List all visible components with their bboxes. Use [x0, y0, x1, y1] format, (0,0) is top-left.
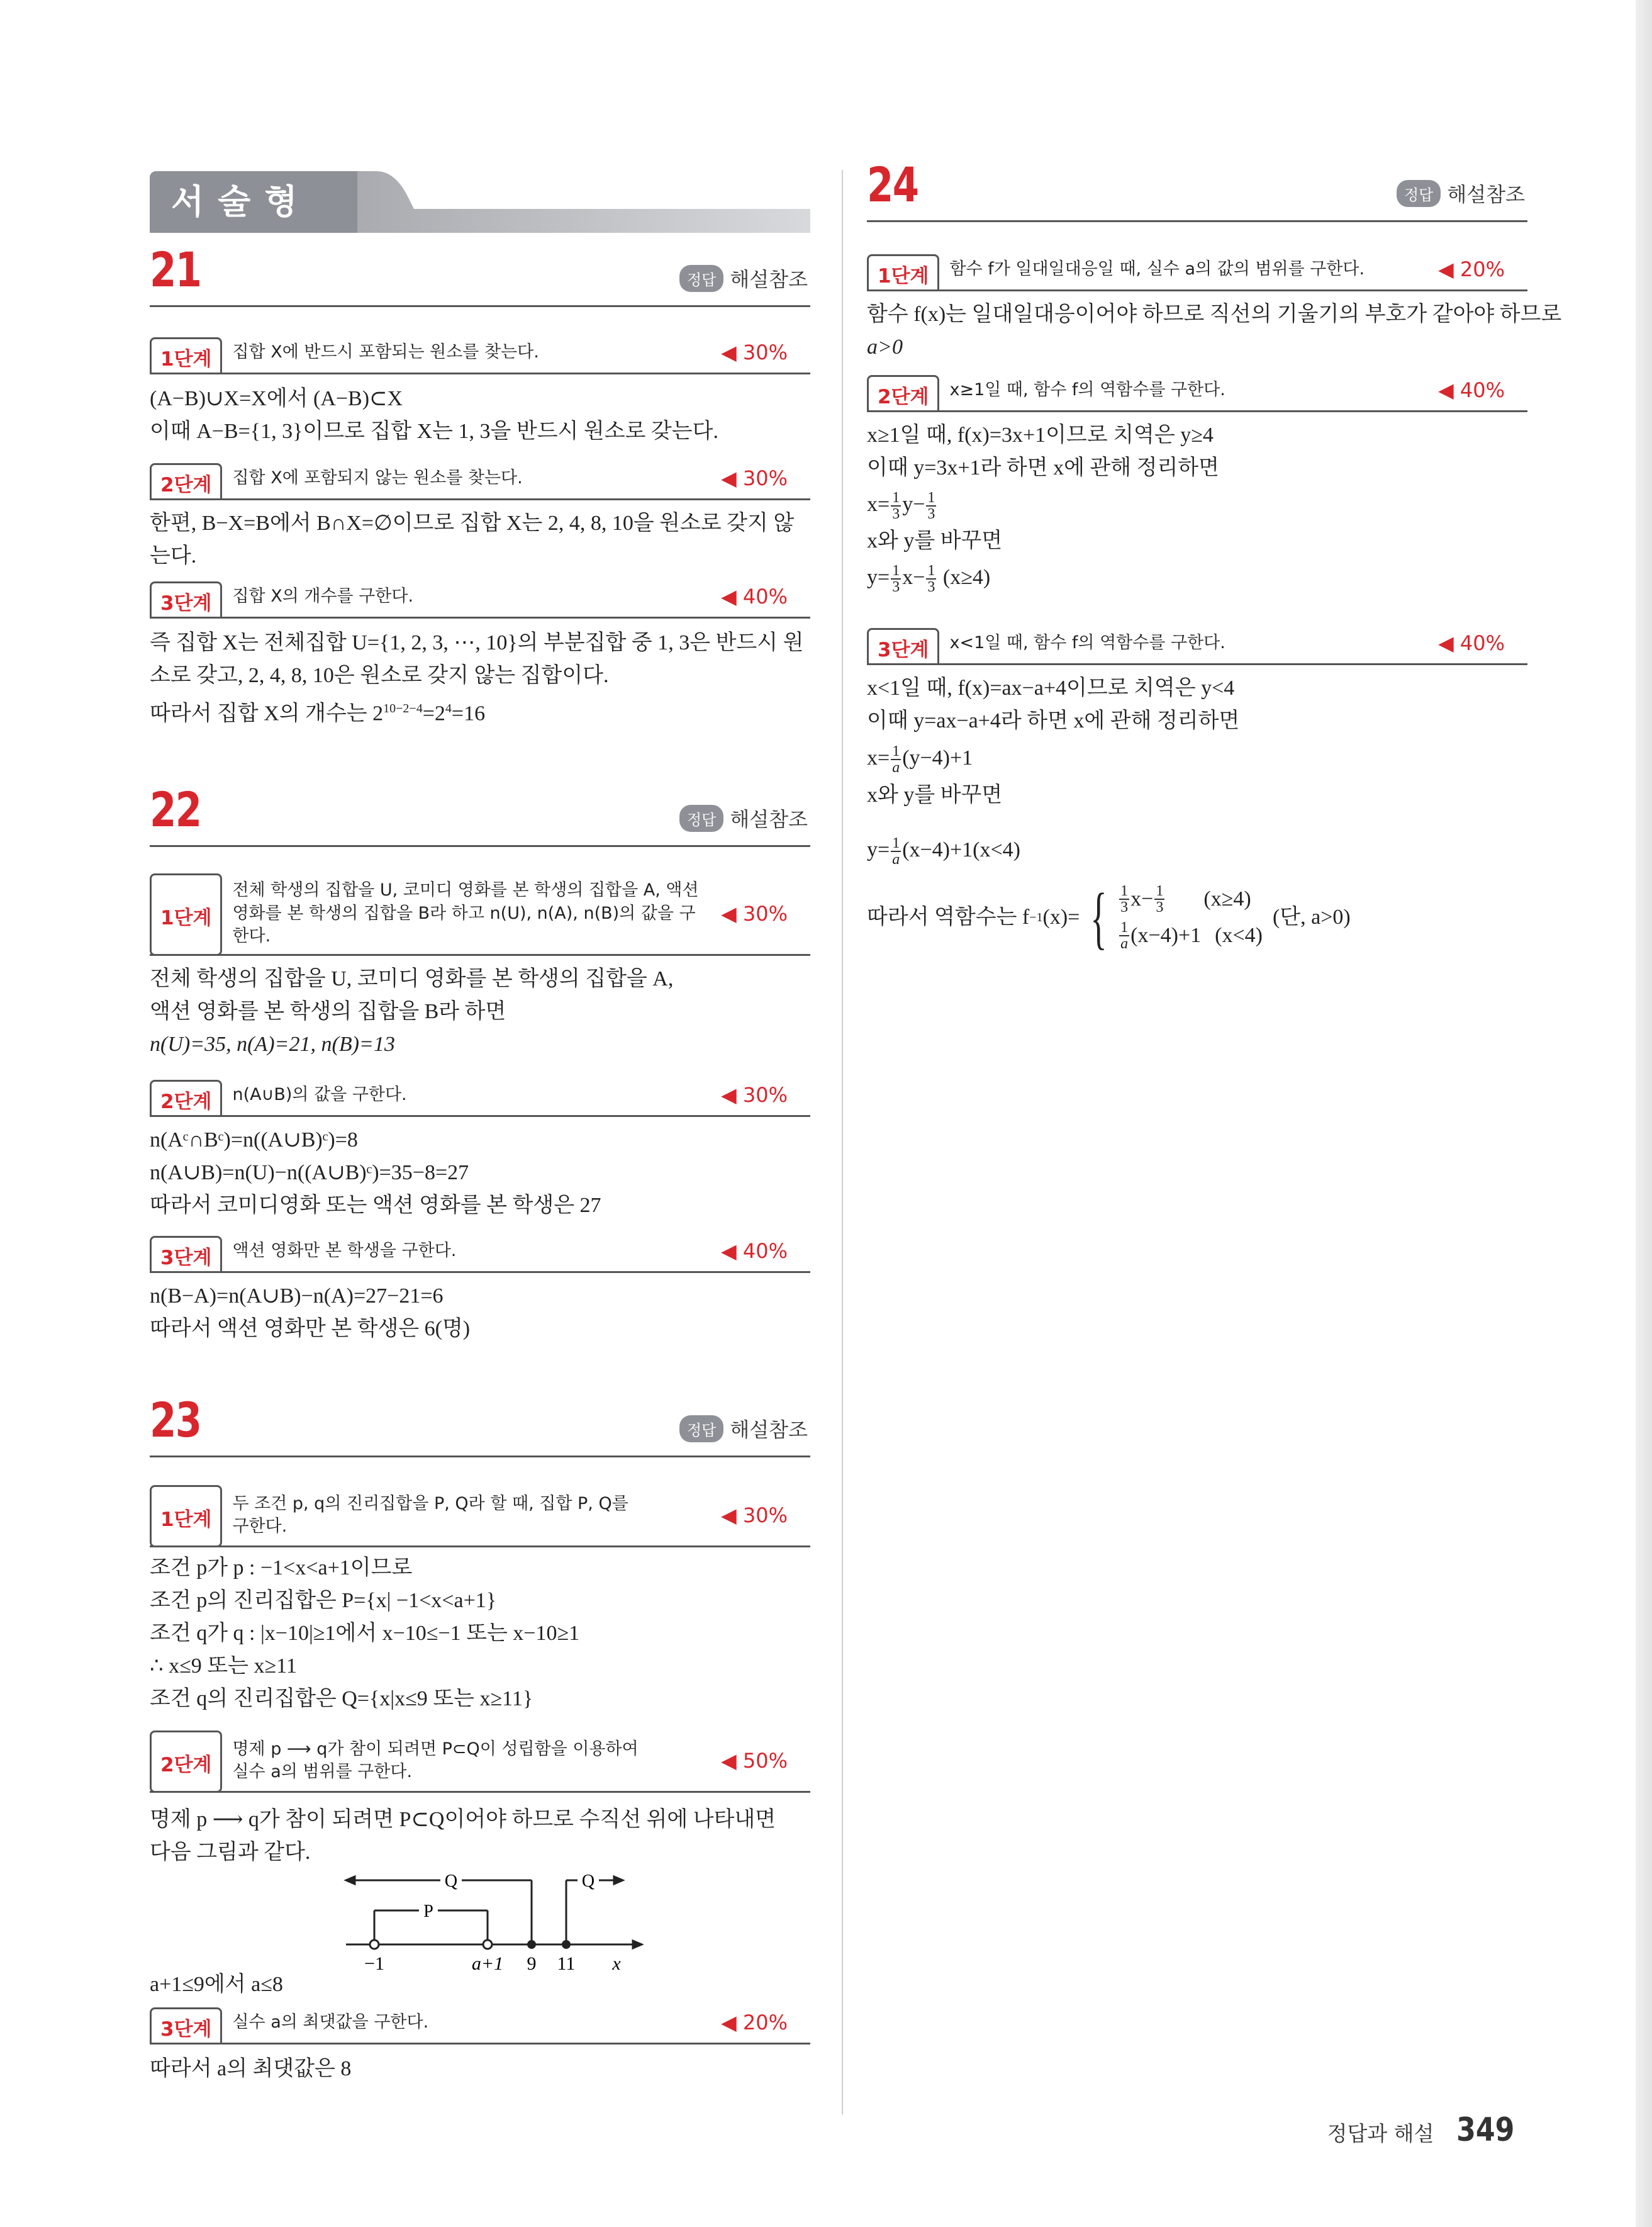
text-line: 다음 그림과 같다.: [150, 1841, 311, 1864]
answer-text: 해설참조: [730, 1418, 808, 1442]
text-line: 조건 p가 p : −1<x<a+1이므로: [150, 1556, 413, 1579]
text-line: 조건 q의 진리집합은 Q={x|x≤9 또는 x≥11}: [150, 1687, 533, 1710]
text-line: y= $\frac{1}{a}$ (x−4)+1(x<4): [867, 835, 1021, 868]
text-line: n(A∪B)=n(U)−n((A∪B)ᶜ)=35−8=27: [150, 1161, 469, 1184]
step-desc: 두 조건 p, q의 진리집합을 P, Q라 할 때, 집합 P, Q를 구한다.: [232, 1493, 628, 1536]
q23-body-3: [150, 2053, 810, 2085]
answer-badge: 정답: [679, 265, 723, 292]
answer-badge: 정답: [1397, 180, 1441, 207]
step-percent: ◀ 30%: [721, 1503, 788, 1527]
text-line: 명제 p ⟶ q가 참이 되려면 P⊂Q이어야 하므로 수직선 위에 나타내면: [150, 1808, 776, 1831]
scan-edge: [1636, 0, 1652, 2227]
label-Q-right: Q: [581, 1871, 595, 1891]
q24-body-2: [867, 419, 1527, 598]
banner-shading: [357, 171, 810, 233]
text-line: n(B−A)=n(A∪B)−n(A)=27−21=6: [150, 1284, 444, 1308]
footer-title: 정답과 해설: [1327, 2121, 1434, 2146]
page-footer: [1327, 2111, 1520, 2149]
step-label: 1단계: [150, 1485, 222, 1547]
text-line: x= $\frac{1}{3}$ y− $\frac{1}{3}$: [867, 490, 935, 523]
q24-step-2: [867, 370, 1527, 412]
section-banner: [150, 171, 810, 233]
page-number: 349: [1456, 2111, 1515, 2149]
text-line: y= $\frac{1}{3}$ x− $\frac{1}{3}$ (x≥4): [867, 563, 991, 596]
label-P: P: [423, 1902, 433, 1921]
text-line: x= $\frac{1}{a}$ (y−4)+1: [867, 743, 973, 777]
text-line: 이때 A−B={1, 3}이므로 집합 X는 1, 3을 반드시 원소로 갖는다.: [150, 420, 718, 443]
answer-text: 해설참조: [730, 807, 808, 831]
step-desc: 집합 X의 개수를 구한다.: [232, 586, 414, 606]
text-line: x<1일 때, f(x)=ax−a+4이므로 치역은 y<4: [867, 676, 1235, 700]
step-label: 2단계: [150, 1731, 222, 1793]
text-line: 따라서 코미디영화 또는 액션 영화를 본 학생은 27: [150, 1194, 601, 1217]
tick-minus-1: −1: [364, 1953, 384, 1974]
text-line: 함수 f(x)는 일대일대응이어야 하므로 직선의 기울기의 부호가 같아야 하므로: [867, 303, 1562, 326]
text-line: 따라서 액션 영화만 본 학생은 6(명): [150, 1317, 471, 1340]
tick-a-plus-1: a+1: [471, 1953, 504, 1974]
text-line: 전체 학생의 집합을 U, 코미디 영화를 본 학생의 집합을 A,: [150, 967, 674, 990]
step-label: 3단계: [867, 628, 939, 663]
question-21-header: [150, 242, 810, 307]
step-desc: 액션 영화만 본 학생을 구한다.: [232, 1240, 457, 1260]
text-line: 이때 y=3x+1라 하면 x에 관해 정리하면: [867, 456, 1219, 480]
text-line: 따라서 a의 최댓값은 8: [150, 2057, 352, 2080]
step-percent: ◀ 40%: [1438, 378, 1505, 402]
label-Q-left: Q: [444, 1871, 458, 1891]
q21-body-2: [150, 507, 804, 573]
q24-step-3: [867, 623, 1527, 665]
text-line: 한편, B−X=B에서 B∩X=∅이므로 집합 X는 2, 4, 8, 10을 원소로 갖지 않는다.: [150, 512, 795, 568]
step-desc: 집합 X에 포함되지 않는 원소를 찾는다.: [232, 468, 523, 488]
step-percent: ◀ 30%: [721, 902, 788, 926]
step-percent: ◀ 40%: [721, 585, 788, 609]
q21-body-1: [150, 383, 810, 448]
step-label: 2단계: [150, 463, 222, 498]
q22-body-3: [150, 1280, 810, 1345]
answer-ref: [679, 804, 808, 833]
answer-badge: 정답: [679, 805, 723, 832]
text-line: n(U)=35, n(A)=21, n(B)=13: [150, 1033, 395, 1056]
step-desc: n(A∪B)의 값을 구한다.: [232, 1084, 407, 1104]
q22-step-1: [150, 873, 810, 956]
inverse-function-result: 따라서 역함수는 f −1 (x)= { $\frac{1}{3}$ x− $\frac{1}{3}$ (x≥4) $\frac{1}{a}$ (x−4)+1 (x<4) (단, a>0): [867, 879, 1351, 956]
step-percent: ◀ 20%: [1438, 257, 1505, 281]
number-line-figure: [327, 1868, 654, 1981]
q22-body-1: [150, 963, 810, 1061]
step-percent: ◀ 40%: [1438, 631, 1505, 655]
step-percent: ◀ 30%: [721, 466, 788, 490]
q24-body-3: [867, 672, 1527, 955]
question-number: 21: [150, 242, 201, 298]
step-label: 1단계: [150, 337, 222, 373]
q23-step-1: [150, 1485, 810, 1547]
tick-9: 9: [527, 1953, 537, 1974]
step-desc: 전체 학생의 집합을 U, 코미디 영화를 본 학생의 집합을 A, 액션 영화를 본 학생의 집합을 B라 하고 n(U), n(A), n(B)의 값을 구한다.: [232, 880, 699, 946]
q22-body-2: [150, 1124, 810, 1222]
q21-body-3: [150, 627, 804, 730]
step-label: 3단계: [150, 2007, 222, 2043]
q22-step-3: [150, 1231, 810, 1273]
question-23-header: [150, 1392, 810, 1457]
column-divider: [842, 170, 843, 2114]
step-percent: ◀ 20%: [721, 2011, 788, 2034]
text-line: 조건 q가 q : |x−10|≥1에서 x−10≤−1 또는 x−10≥1: [150, 1622, 580, 1645]
q23-step-3: [150, 2002, 810, 2045]
text-line: a>0: [867, 335, 903, 359]
q21-step-3: [150, 576, 810, 619]
step-label: 3단계: [150, 581, 222, 617]
answer-text: 해설참조: [1447, 182, 1525, 206]
step-desc: x≥1일 때, 함수 f의 역함수를 구한다.: [949, 379, 1225, 400]
text-line: x와 y를 바꾸면: [867, 529, 1003, 553]
step-desc: 명제 p ⟶ q가 참이 되려면 P⊂Q이 성립함을 이용하여 실수 a의 범위를 구한다.: [232, 1739, 639, 1781]
q21-step-1: [150, 332, 810, 374]
q23-body-1: [150, 1552, 810, 1715]
q22-step-2: [150, 1075, 810, 1117]
text-line: a+1≤9에서 a≤8: [150, 1973, 283, 1996]
question-22-header: [150, 782, 810, 847]
q24-body-1: [867, 298, 1562, 364]
text-line: (A−B)∪X=X에서 (A−B)⊂X: [150, 387, 403, 410]
text-line: 즉 집합 X는 전체집합 U={1, 2, 3, ⋯, 10}의 부분집합 중 1, 3은 반드시 원소로 갖고, 2, 4, 8, 10은 원소로 갖지 않는 집합이다.: [150, 631, 804, 687]
text-line: x와 y를 바꾸면: [867, 783, 1003, 807]
answer-ref: [679, 1414, 808, 1443]
question-number: 23: [150, 1392, 201, 1448]
step-desc: 집합 X에 반드시 포함되는 원소를 찾는다.: [232, 342, 539, 362]
text-line: 이때 y=ax−a+4라 하면 x에 관해 정리하면: [867, 709, 1240, 732]
answer-ref: [679, 264, 808, 293]
step-label: 1단계: [867, 254, 939, 289]
axis-label-x: x: [612, 1953, 621, 1974]
question-number: 22: [150, 782, 201, 838]
text-line: 액션 영화를 본 학생의 집합을 B라 하면: [150, 1000, 506, 1023]
step-label: 1단계: [150, 873, 222, 956]
section-title: 서술형: [150, 171, 364, 233]
step-desc: 함수 f가 일대일대응일 때, 실수 a의 값의 범위를 구한다.: [949, 259, 1365, 279]
question-number: 24: [867, 157, 918, 213]
text-line: x≥1일 때, f(x)=3x+1이므로 치역은 y≥4: [867, 424, 1214, 447]
step-label: 2단계: [150, 1080, 222, 1115]
answer-badge: 정답: [679, 1415, 723, 1442]
step-label: 3단계: [150, 1236, 222, 1271]
answer-text: 해설참조: [730, 267, 808, 291]
step-percent: ◀ 40%: [721, 1239, 788, 1263]
step-desc: x<1일 때, 함수 f의 역함수를 구한다.: [949, 632, 1225, 653]
q24-step-1: [867, 249, 1527, 291]
text-line: 조건 p의 진리집합은 P={x| −1<x<a+1}: [150, 1589, 497, 1612]
question-24-header: [867, 157, 1527, 222]
step-percent: ◀ 50%: [721, 1749, 788, 1773]
step-label: 2단계: [867, 375, 939, 410]
answer-ref: [1397, 179, 1525, 208]
q23-step-2: [150, 1731, 810, 1793]
step-percent: ◀ 30%: [721, 340, 788, 364]
step-percent: ◀ 30%: [721, 1083, 788, 1107]
q23-body-2: [150, 1803, 810, 1869]
tick-11: 11: [557, 1953, 576, 1974]
q23-body-2b: [150, 1968, 810, 2001]
q21-step-2: [150, 458, 810, 500]
step-desc: 실수 a의 최댓값을 구한다.: [232, 2012, 429, 2032]
text-line: ∴ x≤9 또는 x≥11: [150, 1654, 297, 1678]
text-line: 따라서 집합 X의 개수는 $2^{10-2-4}=2^4=16$: [150, 702, 486, 726]
text-line: n(Aᶜ∩Bᶜ)=n((A∪B)ᶜ)=8: [150, 1128, 358, 1152]
